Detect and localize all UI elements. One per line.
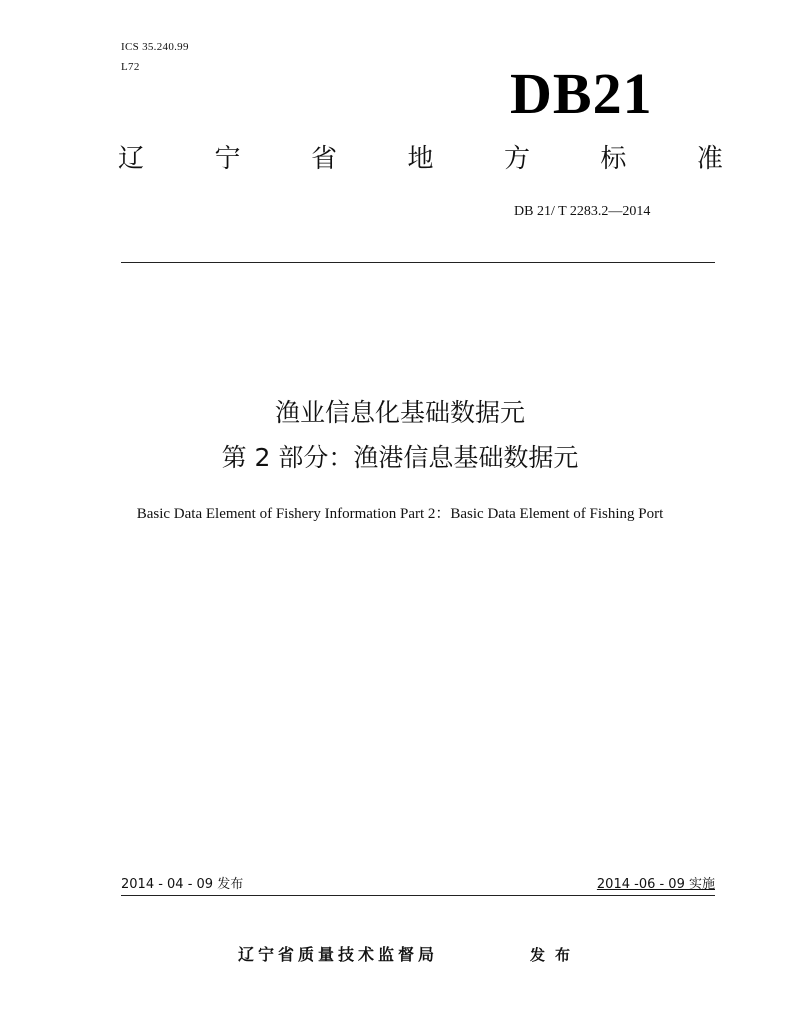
standard-type-heading [118, 142, 723, 176]
standard-number: DB 21/ T 2283.2—2014 [514, 204, 651, 219]
title-chinese-line1: 渔业信息化基础数据元 [274, 398, 525, 427]
standard-logo: DB21 [510, 61, 653, 126]
ccs-code: L72 [121, 61, 140, 73]
standard-type-char: 辽 [118, 144, 145, 174]
standard-type-char: 方 [503, 144, 530, 174]
publish-label: 发布 [530, 946, 581, 964]
footer-divider [121, 895, 715, 896]
title-english: Basic Data Element of Fishery Information Part 2：Basic Data Element of Fishing Port [136, 506, 664, 522]
standard-type-char: 地 [407, 144, 434, 174]
standard-type-char: 准 [696, 144, 723, 174]
standard-type-char: 省 [310, 144, 337, 174]
issuing-authority: 辽宁省质量技术监督局 [238, 945, 439, 964]
ics-code: ICS 35.240.99 [121, 41, 189, 53]
standard-type-char: 标 [600, 144, 627, 174]
header-divider [121, 262, 715, 263]
implementation-date: 2014 -06 - 09 实施 [596, 877, 715, 892]
standard-type-char: 宁 [214, 144, 241, 174]
title-chinese-line2: 第 2 部分：渔港信息基础数据元 [221, 443, 579, 472]
issue-date: 2014 - 04 - 09 发布 [121, 877, 244, 892]
